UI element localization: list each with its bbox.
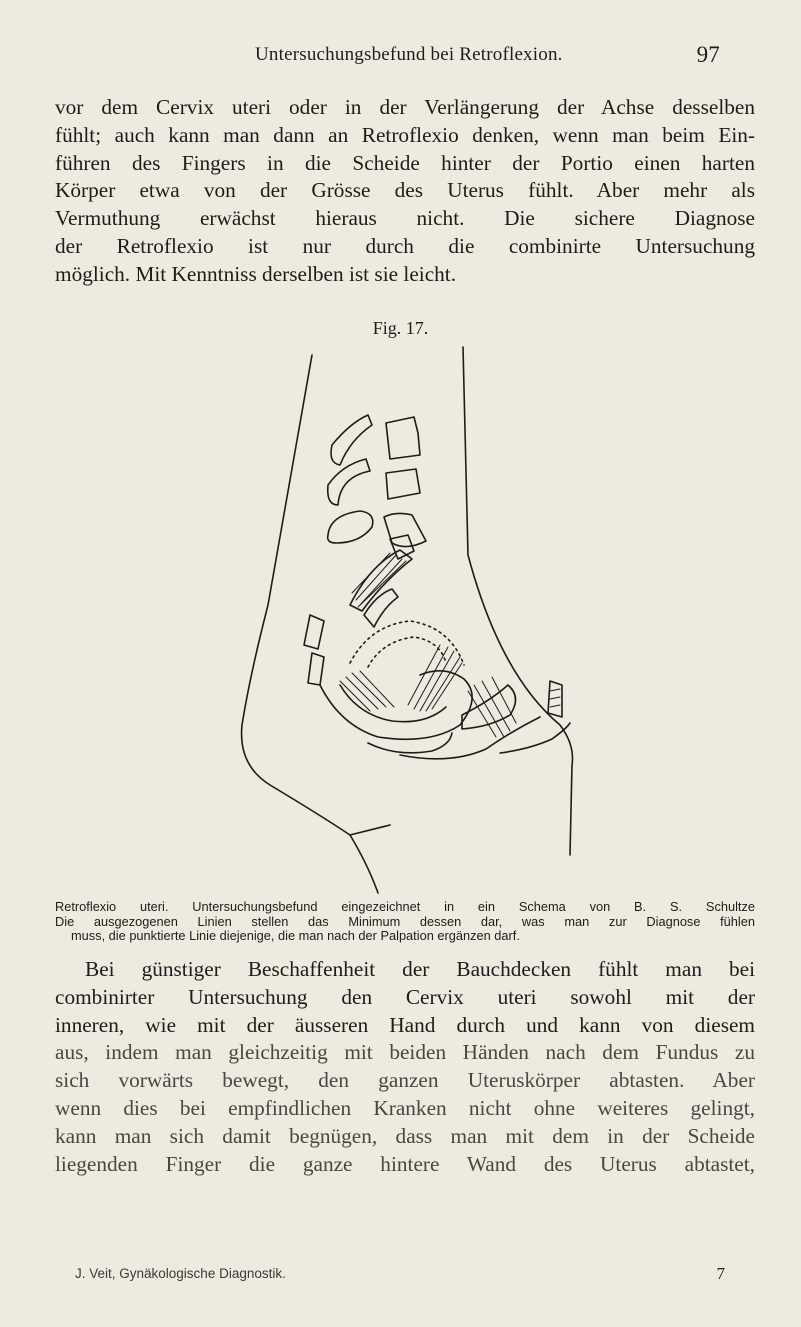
vertebra-shape bbox=[386, 469, 420, 499]
posterior-wall-line bbox=[463, 347, 573, 855]
page-footer bbox=[75, 1266, 725, 1281]
pubic-bone-outline bbox=[350, 550, 412, 611]
anterior-lower-line bbox=[350, 835, 378, 893]
paragraph-line: vor dem Cervix uteri oder in der Verlängerung der Achse desselben bbox=[55, 95, 755, 119]
paragraph-line: Bei günstiger Beschaffenheit der Bauchdecken fühlt man bei bbox=[85, 957, 755, 981]
paragraph-2 bbox=[55, 956, 755, 1178]
running-head-title: Untersuchungsbefund bei Retroflexion. bbox=[255, 44, 563, 65]
paragraph-1 bbox=[55, 94, 755, 289]
vertebra-shape bbox=[328, 459, 370, 505]
symphysis-outline bbox=[304, 615, 324, 649]
vertebra-shape bbox=[331, 415, 372, 465]
caption-line: muss, die punktierte Linie diejenige, die man nach der Palpation ergänzen darf. bbox=[71, 928, 520, 944]
vertebra-shape bbox=[386, 417, 420, 459]
paragraph-line: aus, indem man gleichzeitig mit beiden Händen nach dem Fundus zu bbox=[55, 1040, 755, 1065]
vaginal-wall-line bbox=[368, 733, 452, 753]
page-number: 97 bbox=[696, 42, 720, 67]
paragraph-line: fühlt; auch kann man dann an Retroflexio denken, wenn man beim Ein- bbox=[55, 122, 755, 147]
anatomical-diagram bbox=[200, 345, 640, 900]
dotted-palpation-line bbox=[368, 637, 446, 667]
paragraph-line: Vermuthung erwächst hieraus nicht. Die sichere Diagnose bbox=[55, 206, 755, 231]
paragraph-line: der Retroflexio ist nur durch die combinirte Untersuchung bbox=[55, 233, 755, 258]
figure-caption bbox=[55, 900, 755, 944]
uterus-inner-outline bbox=[340, 685, 446, 722]
footer-source: J. Veit, Gynäkologische Diagnostik. bbox=[75, 1266, 286, 1281]
perineal-line bbox=[500, 723, 570, 753]
signature-mark: 7 bbox=[716, 1264, 725, 1283]
paragraph-line: liegenden Finger die ganze hintere Wand des Uterus abtastet, bbox=[55, 1151, 755, 1176]
paragraph-line: Körper etwa von der Grösse des Uterus fühlt. Aber mehr als bbox=[55, 178, 755, 203]
paragraph-line: combinirter Untersuchung den Cervix uteri sowohl mit der bbox=[55, 984, 755, 1009]
vertebra-shape bbox=[328, 511, 373, 543]
dotted-palpation-line bbox=[350, 621, 464, 665]
uterus-outline bbox=[320, 671, 472, 739]
caption-line: Die ausgezogenen Linien stellen das Minimum dessen dar, was man zur Diagnose fühlen bbox=[55, 913, 755, 929]
paragraph-line: wenn dies bei empfindlichen Kranken nicht ohne weiteres gelingt, bbox=[55, 1095, 755, 1120]
paragraph-line: inneren, wie mit der äusseren Hand durch und kann von diesem bbox=[55, 1012, 755, 1037]
paragraph-line: sich vorwärts bewegt, den ganzen Uteruskörper abtasten. Aber bbox=[55, 1068, 755, 1093]
figure-label: Fig. 17. bbox=[372, 318, 429, 338]
anterior-wall-line bbox=[242, 355, 390, 835]
caption-line: Retroflexio uteri. Untersuchungsbefund eingezeichnet in ein Schema von B. S. Schultze bbox=[55, 899, 755, 914]
symphysis-outline bbox=[308, 653, 324, 685]
paragraph-line: möglich. Mit Kenntniss derselben ist sie leicht. bbox=[55, 261, 457, 286]
paragraph-line: führen des Fingers in die Scheide hinter der Portio einen harten bbox=[55, 150, 755, 175]
coccyx-hatching bbox=[550, 689, 560, 707]
paragraph-line: kann man sich damit begnügen, dass man mit dem in der Scheide bbox=[55, 1123, 755, 1148]
